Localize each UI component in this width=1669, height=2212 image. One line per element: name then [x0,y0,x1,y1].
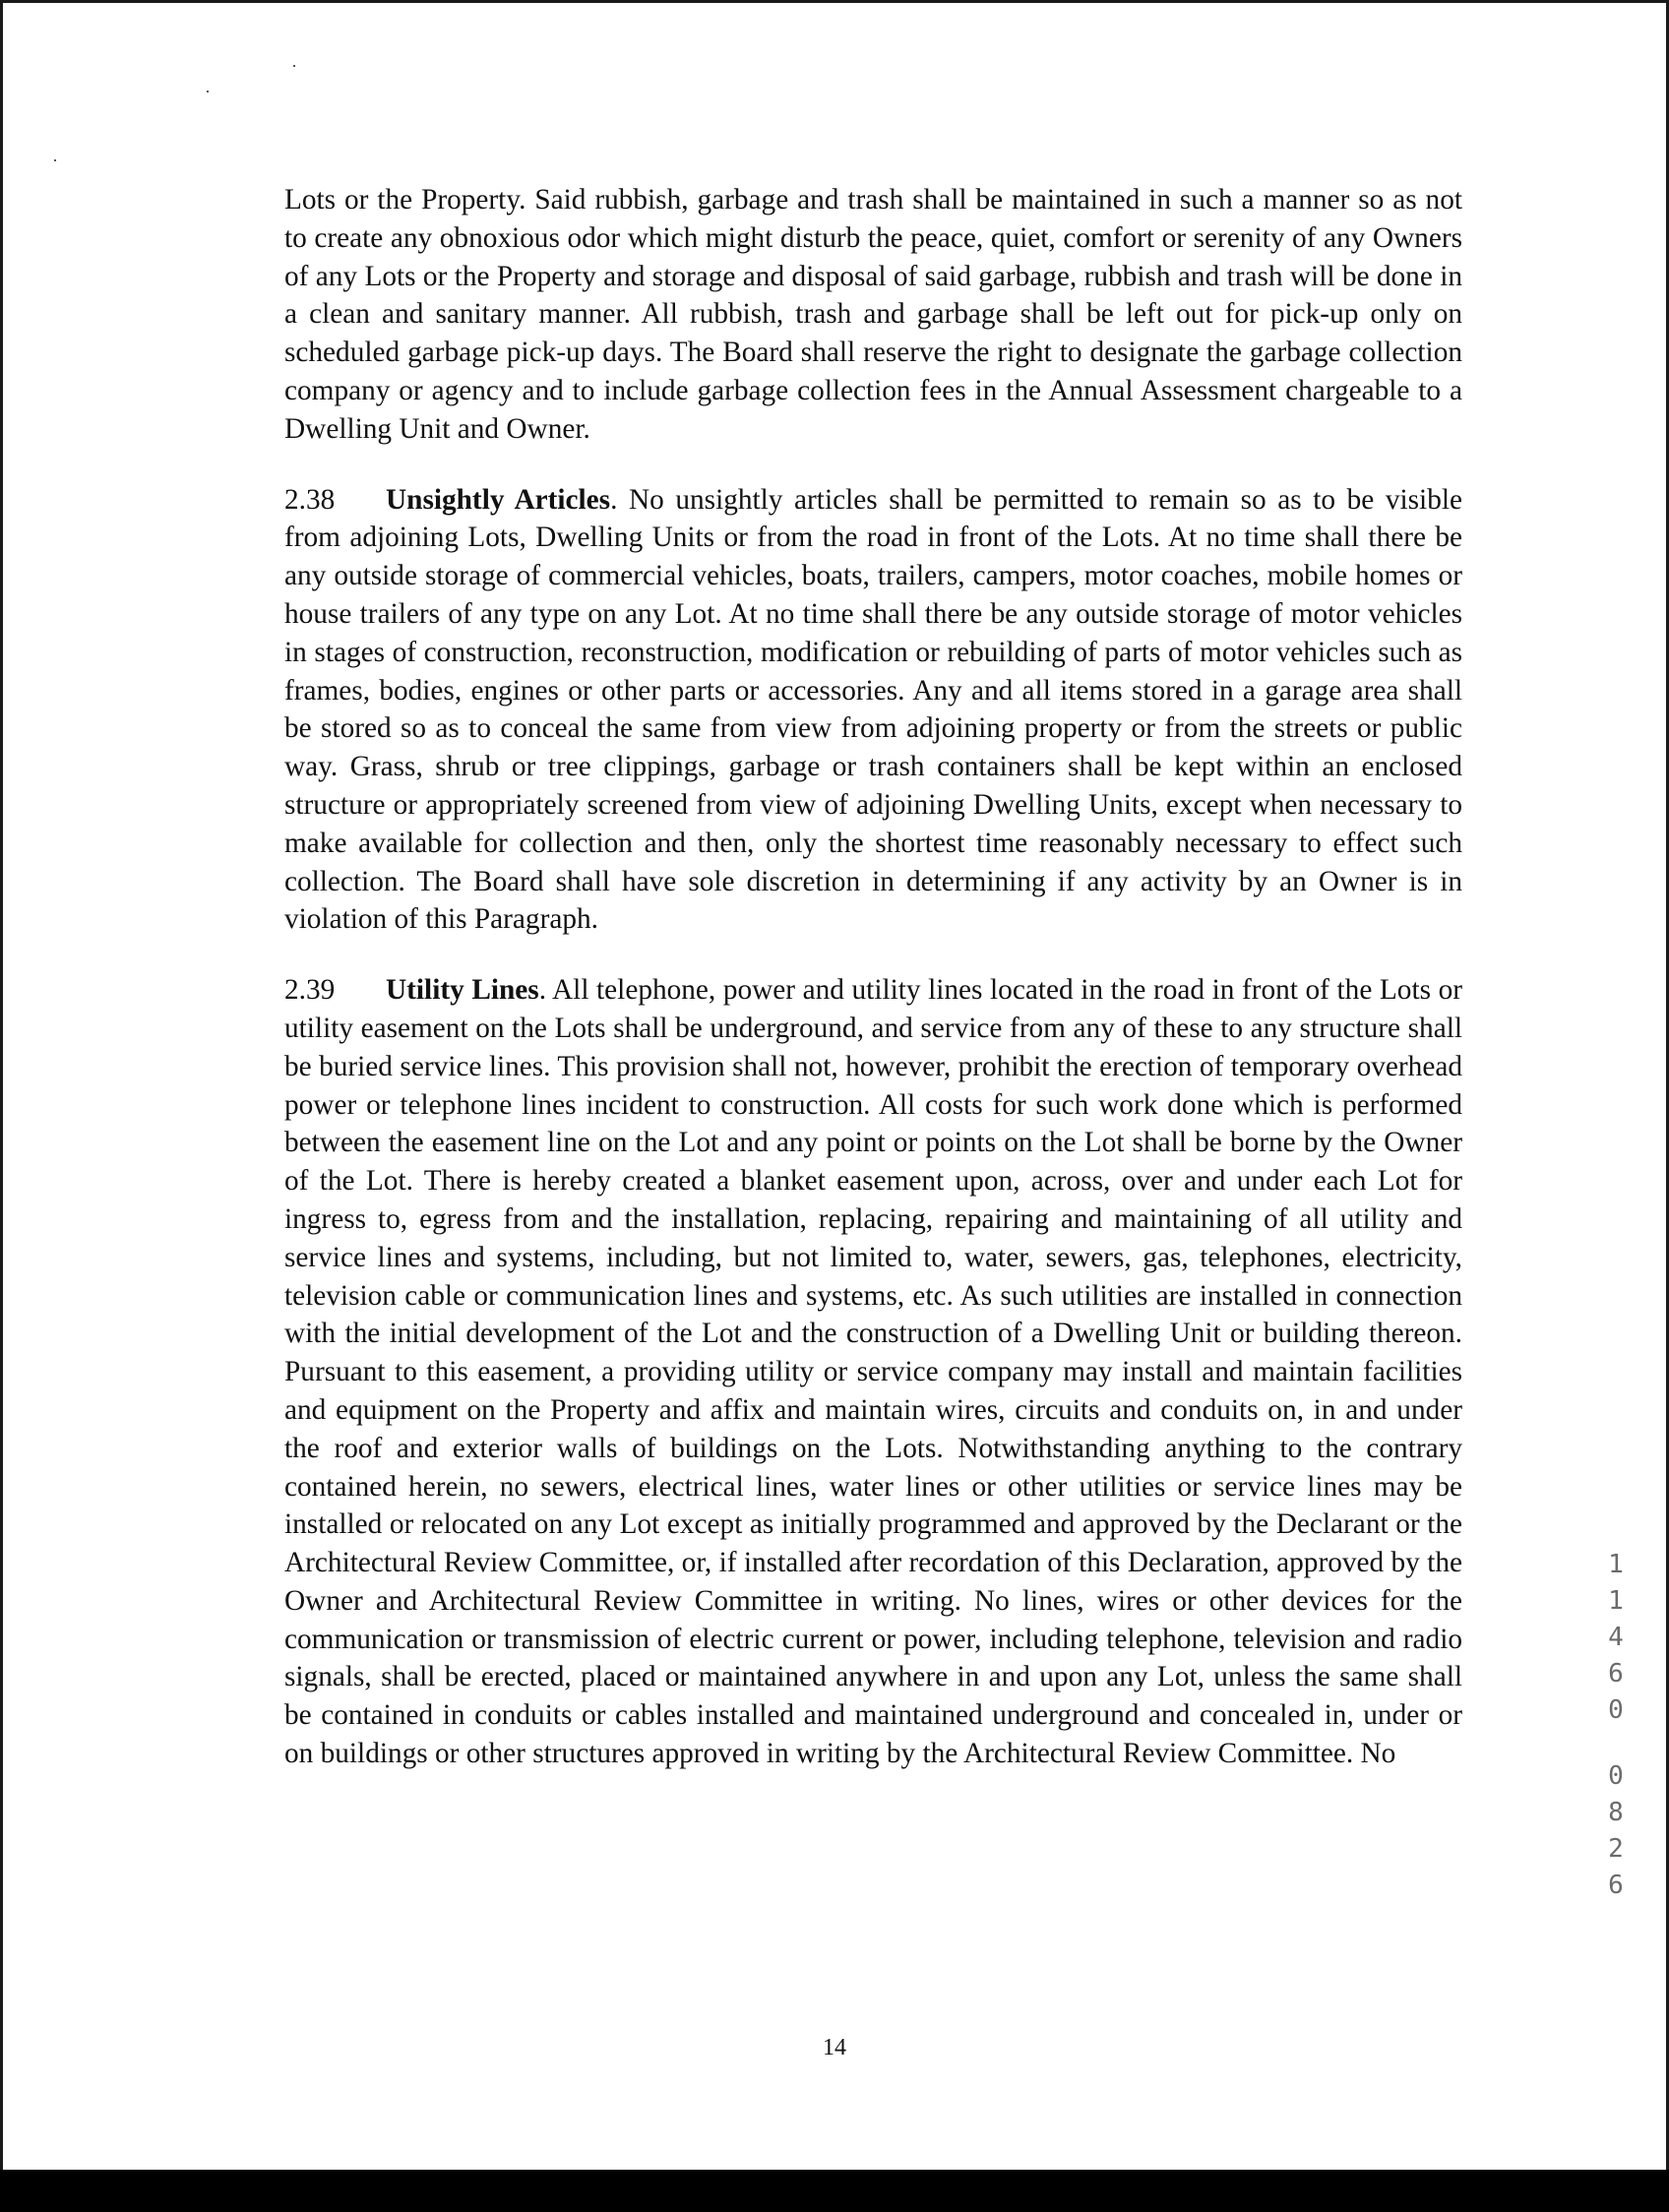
stamp-digit: 0 [1608,1761,1624,1791]
document-body [284,181,1462,1806]
section-number: 2.38 [284,483,336,516]
section-2-38 [284,481,1462,940]
stamp-digit: 1 [1608,1586,1624,1616]
scan-border-bottom [0,2170,1669,2212]
margin-stamp-group-a [1601,1547,1631,1729]
section-title: Unsightly Articles [386,483,611,516]
scan-speck [54,159,56,161]
stamp-digit: 1 [1608,1550,1624,1579]
stamp-digit: 6 [1608,1659,1624,1689]
section-title: Utility Lines [386,974,539,1007]
page-number: 14 [823,2035,846,2060]
scan-speck [293,65,295,67]
scan-border-top [0,0,1669,3]
scan-speck [207,91,209,92]
stamp-digit: 4 [1608,1623,1624,1652]
scan-border-left [0,0,3,2170]
section-2-39 [284,971,1462,1773]
paragraph-continuation [284,181,1462,449]
stamp-digit: 2 [1608,1834,1624,1864]
paragraph-text: Lots or the Property. Said rubbish, garbage and trash shall be maintained in such a manner so as not to create any obnoxious odor which might disturb the peace, quiet, comfort or serenity of any Owners of any Lots or the Property and storage and disposal of said garbage, rubbish and trash will be done in a clean and sanitary manner. All rubbish, trash and garbage shall be left out for pick-up only on scheduled garbage pick-up days. The Board shall reserve the right to designate the garbage collection company or agency and to include garbage collection fees in the Annual Assessment chargeable to a Dwelling Unit and Owner. [284,184,1462,445]
stamp-digit: 6 [1608,1871,1624,1900]
section-text: . All telephone, power and utility lines located in the road in front of the Lots or utility easement on the Lots shall be underground, and service from any of these to any structure shall be buried service lines. This provision shall not, however, prohibit the erection of temporary overhead power or telephone lines incident to construction. All costs for such work done which is performed between the easement line on the Lot and any point or points on the Lot shall be borne by the Owner of the Lot. There is hereby created a blanket easement upon, across, over and under each Lot for ingress to, egress from and the installation, replacing, repairing and maintaining of all utility and service lines and systems, including, but not limited to, water, sewers, gas, telephones, electricity, television cable or communication lines and systems, etc. As such utilities are installed in connection with the initial development of the Lot and the construction of a Dwelling Unit or building thereon. Pursuant to this easement, a providing utility or service company may install and maintain facilities and equipment on the Property and affix and maintain wires, circuits and conduits on, in and under the roof and exterior walls of buildings on the Lots. Notwithstanding anything to the contrary contained herein, no sewers, electrical lines, water lines or other utilities or service lines may be installed or relocated on any Lot except as initially programmed and approved by the Declarant or the Architectural Review Committee, or, if installed after recordation of this Declaration, approved by the Owner and Architectural Review Committee in writing. No lines, wires or other devices for the communication or transmission of electric current or power, including telephone, television and radio signals, shall be erected, placed or maintained anywhere in and upon any Lot, unless the same shall be contained in conduits or cables installed and maintained underground and concealed in, under or on buildings or other structures approved in writing by the Architectural Review Committee. No [284,974,1462,1770]
stamp-digit: 8 [1608,1798,1624,1827]
section-text: . No unsightly articles shall be permitted to remain so as to be visible from adjoining Lots, Dwelling Units or from the road in front of the Lots. At no time shall there be any outside storage of commercial vehicles, boats, trailers, campers, motor coaches, mobile homes or house trailers of any type on any Lot. At no time shall there be any outside storage of motor vehicles in stages of construction, reconstruction, modification or rebuilding of parts of motor vehicles such as frames, bodies, engines or other parts or accessories. Any and all items stored in a garage area shall be stored so as to conceal the same from view from adjoining property or from the streets or public way. Grass, shrub or tree clippings, garbage or trash containers shall be kept within an enclosed structure or appropriately screened from view of adjoining Dwelling Units, except when necessary to make available for collection and then, only the shortest time reasonably necessary to effect such collection. The Board shall have sole discretion in determining if any activity by an Owner is in violation of this Paragraph. [284,483,1462,936]
stamp-digit: 0 [1608,1695,1624,1725]
section-number: 2.39 [284,974,336,1007]
margin-stamp-group-b [1601,1758,1631,1904]
